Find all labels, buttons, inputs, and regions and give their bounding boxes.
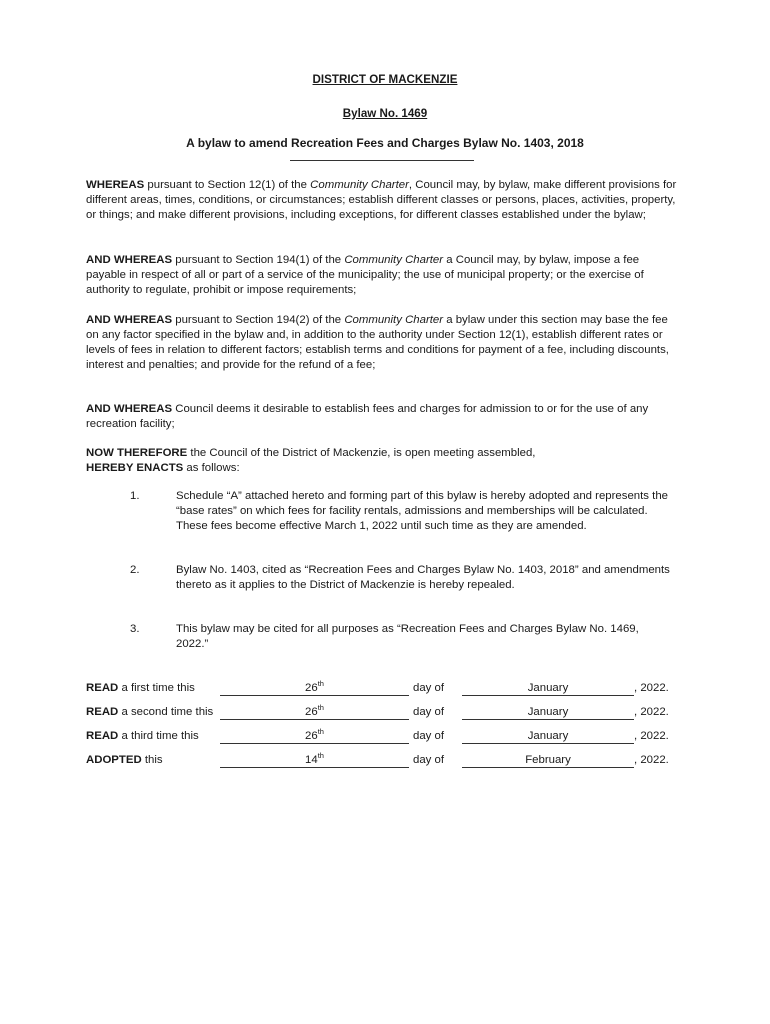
paragraph-italic: Community Charter (344, 254, 444, 266)
item-text: This bylaw may be cited for all purposes as “Recreation Fees and Charges Bylaw No. 1469, 2022.” (176, 623, 639, 650)
reading-text: a first time this (118, 682, 195, 694)
reading-day-suffix: th (317, 679, 324, 689)
reading-month: January (462, 681, 634, 696)
paragraph-lead: AND WHEREAS (86, 403, 173, 415)
day-of-label: day of (413, 754, 445, 766)
reading-lead: READ (86, 730, 119, 742)
reading-month: February (462, 753, 634, 768)
reading-label (86, 753, 163, 768)
paragraph-lead: AND WHEREAS (86, 254, 173, 266)
reading-label (86, 705, 213, 720)
whereas-paragraph-2 (86, 253, 680, 298)
item-number: 2. (130, 564, 140, 576)
reading-day-suffix: th (317, 703, 324, 713)
reading-day-field (220, 705, 409, 720)
title-divider (290, 160, 474, 161)
paragraph-lead: HEREBY ENACTS (86, 462, 184, 474)
paragraph-text: as follows: (183, 462, 240, 474)
reading-day-field (220, 753, 409, 768)
paragraph-text: pursuant to Section 194(2) of the (172, 314, 345, 326)
reading-month: January (462, 705, 634, 720)
paragraph-lead: WHEREAS (86, 179, 145, 191)
paragraph-text: pursuant to Section 194(1) of the (172, 254, 345, 266)
reading-label (86, 681, 195, 696)
paragraph-text: pursuant to Section 12(1) of the (144, 179, 311, 191)
reading-year: , 2022. (634, 730, 669, 742)
reading-year: , 2022. (634, 754, 669, 766)
enactment-paragraph (86, 446, 680, 476)
reading-year: , 2022. (634, 706, 669, 718)
reading-text: this (141, 754, 163, 766)
reading-month: January (462, 729, 634, 744)
item-text: Schedule “A” attached hereto and forming part of this bylaw is hereby adopted and represents the “base rates” on which fees for facility rentals, admissions and memberships will be calculated. These fees become effective March 1, 2022 until such time as they are amended. (176, 490, 668, 532)
reading-day-field (220, 681, 409, 696)
reading-label (86, 729, 199, 744)
item-number: 3. (130, 623, 140, 635)
reading-day: 26 (305, 730, 318, 742)
reading-day-suffix: th (317, 751, 324, 761)
paragraph-lead: NOW THEREFORE (86, 447, 188, 459)
bylaw-title: A bylaw to amend Recreation Fees and Charges Bylaw No. 1403, 2018 (186, 136, 584, 150)
paragraph-text: Council deems it desirable to establish fees and charges for admission to or for the use of any recreation facility; (86, 403, 649, 430)
item-text: Bylaw No. 1403, cited as “Recreation Fees and Charges Bylaw No. 1403, 2018” and amendments thereto as it applies to the District of Mackenzie is hereby repealed. (176, 564, 670, 591)
adopted-row (86, 753, 686, 769)
paragraph-text: the Council of the District of Mackenzie, is open meeting assembled, (187, 447, 536, 459)
reading-row-second (86, 705, 686, 721)
day-of-label: day of (413, 706, 445, 718)
paragraph-lead: AND WHEREAS (86, 314, 173, 326)
paragraph-italic: Community Charter (344, 314, 444, 326)
item-number: 1. (130, 490, 140, 502)
paragraph-text: , Council may, by bylaw, make different provisions for different areas, times, conditions, or circumstances; establish different classes or persons, places, activities, property, or things; and make different provisions, including exceptions, for different classes established under the bylaw; (86, 179, 677, 221)
day-of-label: day of (413, 682, 445, 694)
bylaw-number-heading: Bylaw No. 1469 (342, 107, 428, 120)
district-heading: DISTRICT OF MACKENZIE (312, 73, 458, 86)
reading-year: , 2022. (634, 682, 669, 694)
reading-lead: READ (86, 682, 119, 694)
paragraph-italic: Community Charter (310, 179, 409, 191)
paragraph-text: a bylaw under this section may base the fee on any factor specified in the bylaw and, in addition to the authority under Section 12(1), establish different rates or levels of fees in relation to different factors; establish terms and conditions for payment of a fee, including discounts, interest and penalties; and provide for the refund of a fee; (86, 314, 669, 371)
whereas-paragraph-4 (86, 402, 680, 432)
reading-lead: READ (86, 706, 119, 718)
reading-text: a third time this (118, 730, 199, 742)
reading-lead: ADOPTED (86, 754, 142, 766)
whereas-paragraph-1 (86, 178, 680, 223)
reading-day: 14 (305, 754, 318, 766)
reading-day-suffix: th (317, 727, 324, 737)
reading-day-field (220, 729, 409, 744)
reading-day: 26 (305, 706, 318, 718)
day-of-label: day of (413, 730, 445, 742)
reading-day: 26 (305, 682, 318, 694)
reading-row-third (86, 729, 686, 745)
whereas-paragraph-3 (86, 313, 680, 373)
reading-row-first (86, 681, 686, 697)
paragraph-text: a Council may, by bylaw, impose a fee payable in respect of all or part of a service of the municipality; the use of municipal property; or the exercise of authority to regulate, prohibit or impose requirements; (86, 254, 644, 296)
reading-text: a second time this (118, 706, 214, 718)
